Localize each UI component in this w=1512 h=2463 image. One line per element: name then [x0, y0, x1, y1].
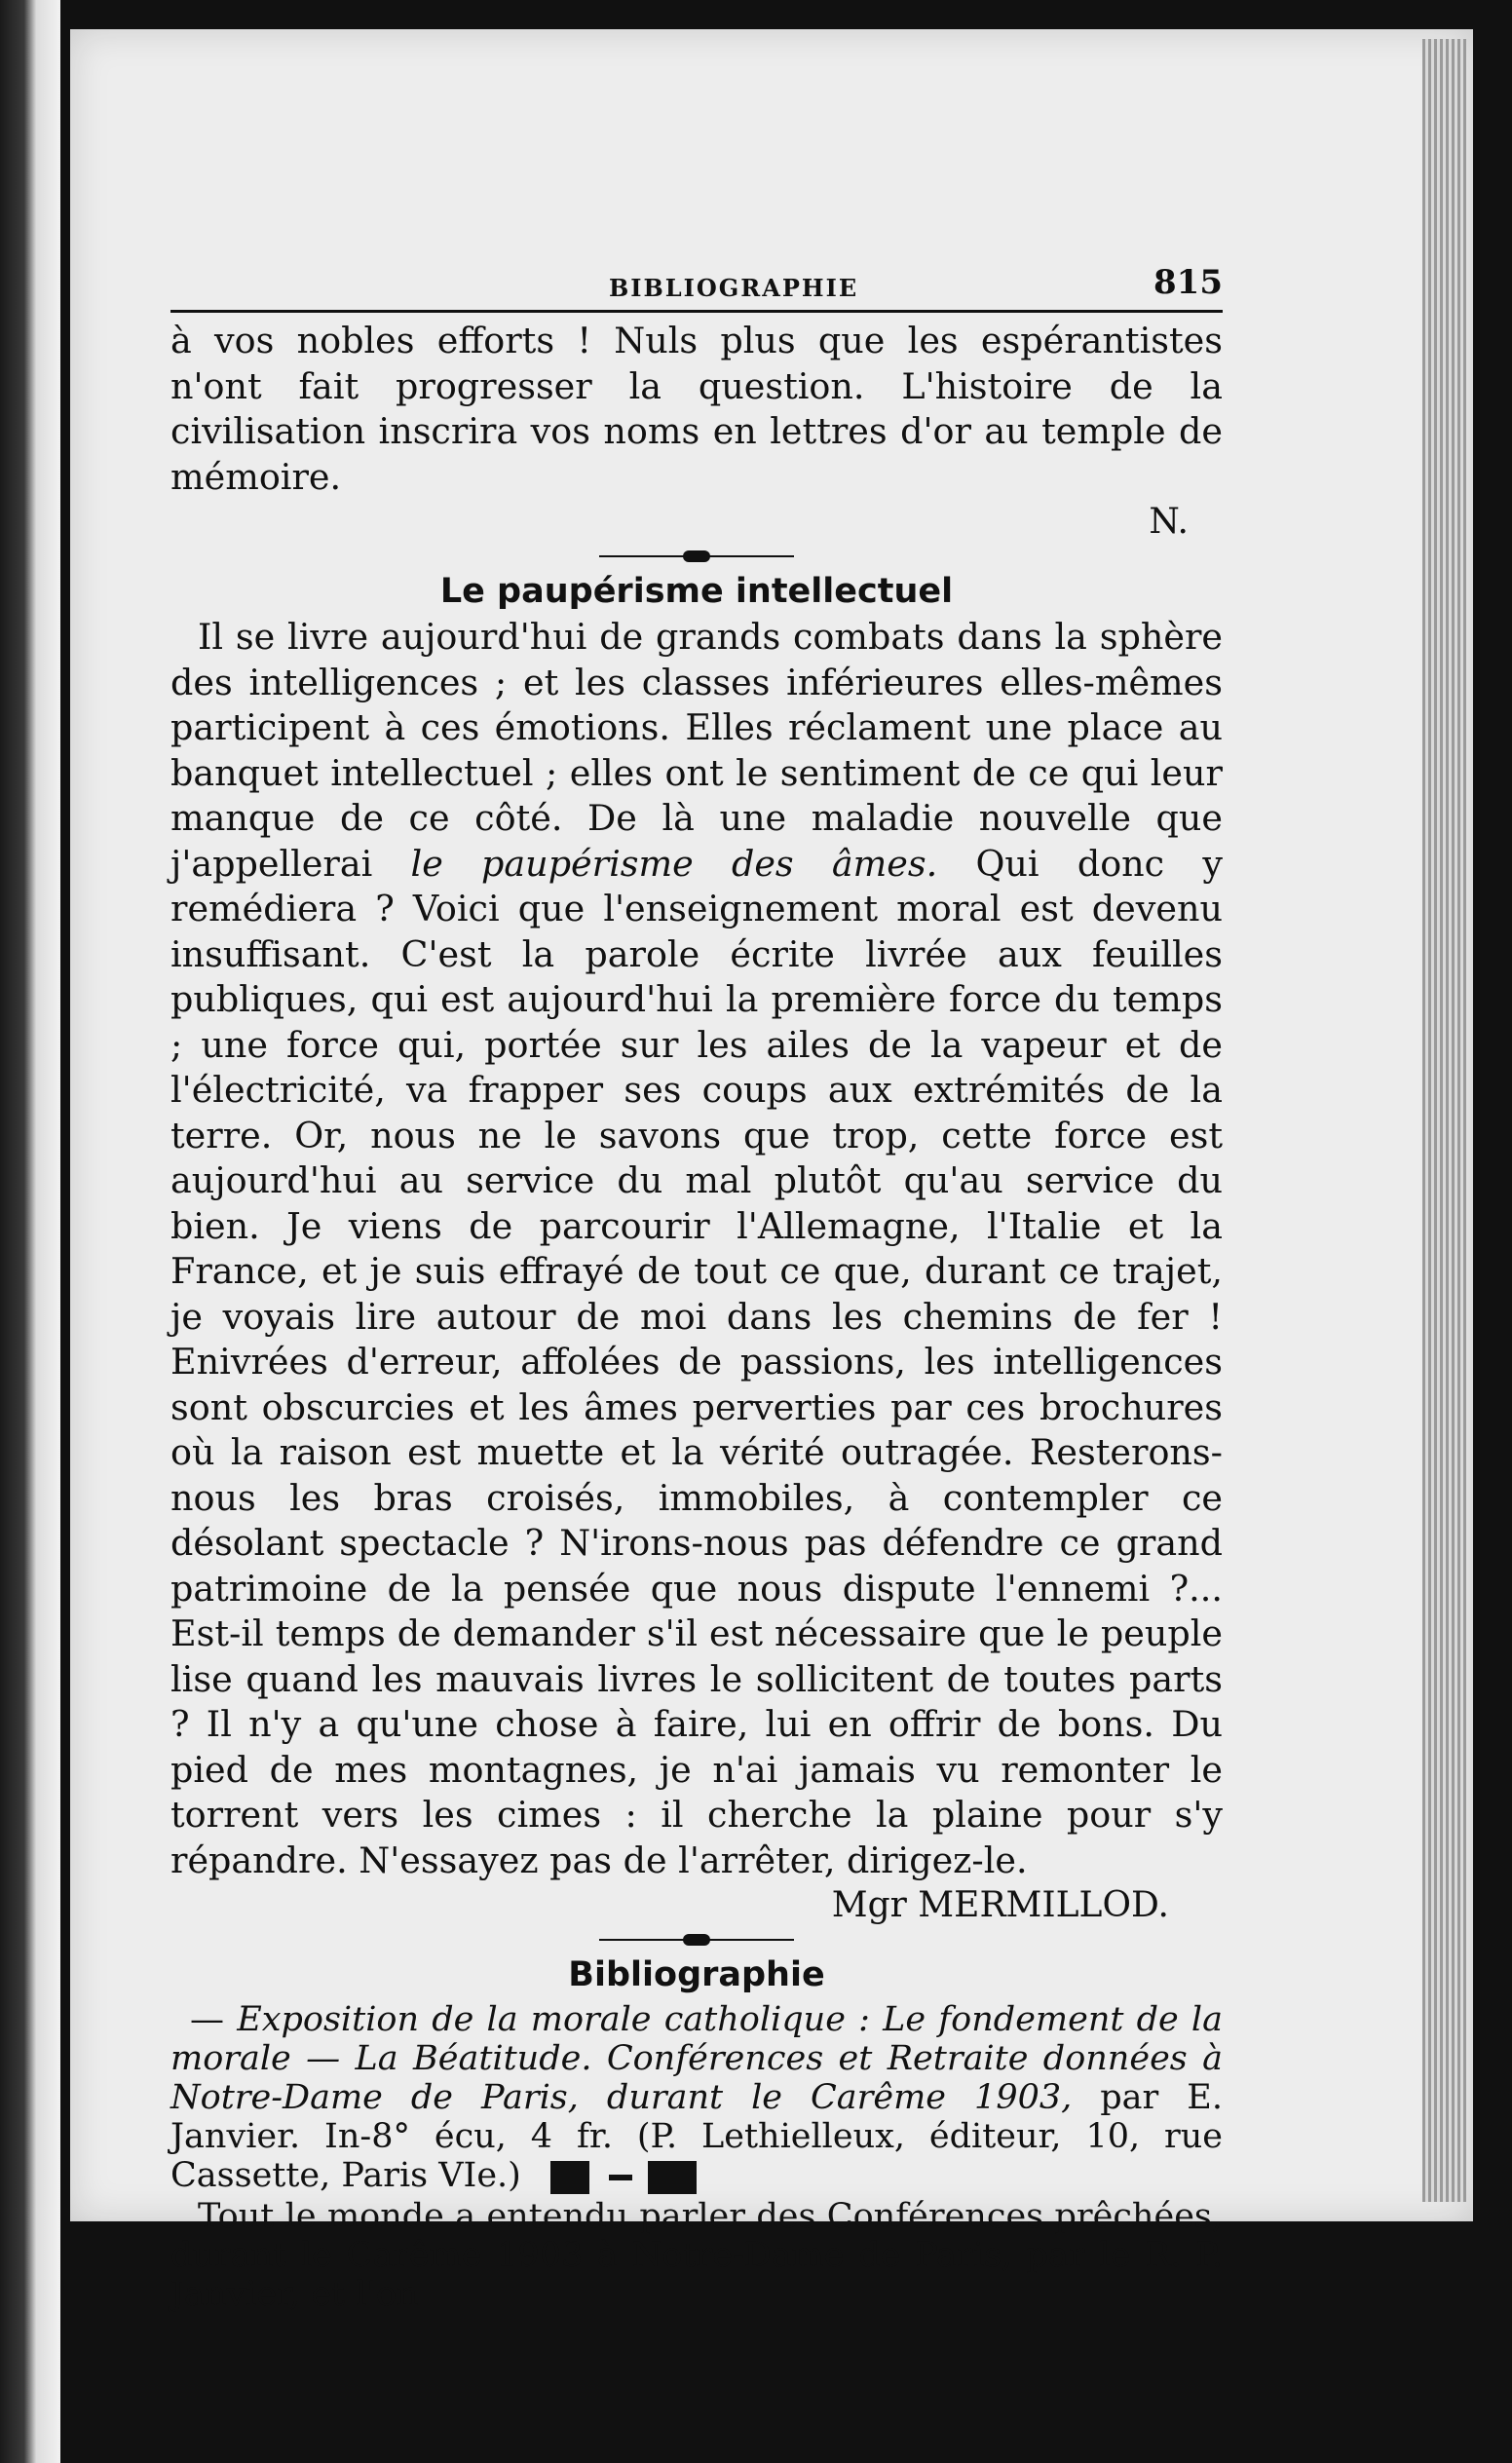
- section-title-pauperisme: Le paupérisme intellectuel: [439, 572, 954, 611]
- library-stamp: [550, 2161, 697, 2194]
- section-title-bibliographie: Bibliographie: [568, 1955, 825, 1994]
- ornament-separator: [599, 550, 794, 562]
- bibliography-paragraph: Tout le monde a entendu parler des Conférences prêchées, durant le Carême 1903 à Notre-Dame de Paris, par le R. P. Janvier, et l'on: [170, 2197, 1223, 2314]
- page-edge-stack: [1422, 39, 1466, 2202]
- continued-paragraph: à vos nobles efforts ! Nuls plus que les espérantistes n'ont fait progresser la question. L'histoire de la civilisation inscrira vos noms en lettres d'or au temple de mémoire.: [170, 320, 1223, 498]
- entry-dash: —: [190, 2000, 238, 2039]
- ornament-separator-2: [599, 1934, 794, 1946]
- entry-title: Exposition de la morale catholique : Le fondement de la morale — La Béatitude. Conférences et Retraite données à Notre-Dame de Paris, durant le Carême 1903,: [170, 2000, 1223, 2117]
- pauperisme-paragraph: [170, 615, 1223, 1883]
- entry-details: par E. Janvier. In-8° écu, 4 fr. (P. Lethielleux, éditeur, 10, rue Cassette, Paris VIe.): [170, 2078, 1223, 2195]
- signature-n: N.: [1149, 502, 1189, 542]
- running-title: BIBLIOGRAPHIE: [609, 274, 859, 302]
- scan-left-edge: [0, 0, 60, 2463]
- pauperisme-text-1: Il se livre aujourd'hui de grands combats dans la sphère des intelligences ; et les classes inférieures elles-mêmes participent à ces émotions. Elles réclament une place au banquet intellectuel ; elles ont le sentiment de ce qui leur manque de ce côté. De là une maladie nouvelle que j'appellerai: [170, 616, 1223, 885]
- bibliography-entry: [170, 2000, 1223, 2195]
- page-number: 815: [1153, 263, 1223, 302]
- signature-mermillod: Mgr MERMILLOD.: [831, 1885, 1169, 1925]
- pauperisme-italic: le paupérisme des âmes.: [410, 842, 938, 885]
- running-head: [170, 263, 1223, 313]
- pauperisme-text-2: Qui donc y remédiera ? Voici que l'enseignement moral est devenu insuffisant. C'est la parole écrite livrée aux feuilles publiques, qui est aujourd'hui la première force du temps ; une force qui, portée sur les ailes de la vapeur et de l'électricité, va frapper ses coups aux extrémités de la terre. Or, nous ne le savons que trop, cette force est aujourd'hui au service du mal plutôt qu'au service du bien. Je viens de parcourir l'Allemagne, l'Italie et la France, et je suis effrayé de tout ce que, durant ce trajet, je voyais lire autour de moi dans les chemins de fer ! Enivrées d'erreur, affolées de passions, les intelligences sont obscurcies et les âmes perverties par ces brochures où la raison est muette et la vérité outragée. Resterons-nous les bras croisés, immobiles, à contempler ce désolant spectacle ? N'irons-nous pas défendre ce grand patrimoine de la pensée que nous dispute l'ennemi ?... Est-il temps de demander s'il est nécessaire que le peuple lise quand les mauvais livres le sollicitent de toutes parts ? Il n'y a qu'une chose à faire, lui en offrir de bons. Du pied de mes montagnes, je n'ai jamais vu remonter le torrent vers les cimes : il cherche la plaine pour s'y répandre. N'essayez pas de l'arrêter, dirigez-le.: [170, 842, 1223, 1881]
- page-content: [170, 263, 1223, 2314]
